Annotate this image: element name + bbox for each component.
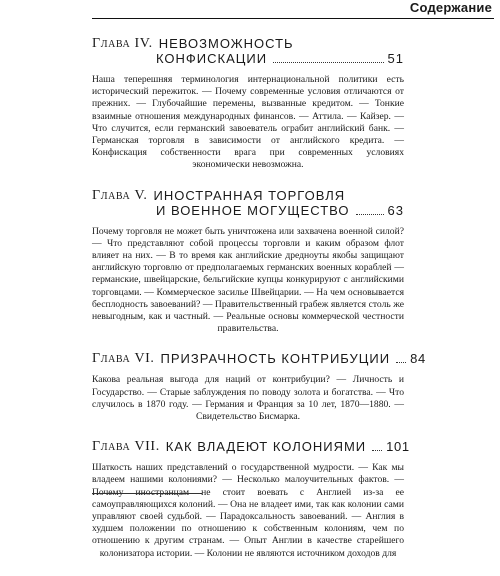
chapter-summary: Какова реальная выгода для наций от контрибуции? — Личность и Государство. — Старые заблуждения по поводу золота и богатства. — Что случилось в 1870 году. — Германия и Франция за 10 лет, 1870—1880. — Свидетельство Бисмарка.: [92, 374, 404, 423]
page-number: 101: [386, 439, 410, 455]
chapter-label: Глава VII.: [92, 439, 160, 455]
chapter-4: [92, 36, 404, 172]
chapter-title: ИНОСТРАННАЯ ТОРГОВЛЯ: [153, 187, 346, 203]
chapter-label: Глава IV.: [92, 36, 153, 51]
chapter-title-line2: [92, 51, 404, 66]
chapter-title: НЕВОЗМОЖНОСТЬ: [158, 36, 294, 51]
chapter-heading: [92, 36, 404, 51]
page-number: 51: [387, 51, 404, 66]
chapter-summary: Шаткость наших представлений о государственной мудрости. — Как мы владеем нашими колониями? — Несколько малоучительных фактов. — Почему иностранцам не стоит воевать с Англией из-за ее самоуправляющихся колоний. — Она не владеет ими, так как колонии сами управляют своей судьбой. — Парадоксальность завоеваний. — Англия в худшем положении по отношению к собственным колониям, чем по отношению к другим странам. — Опыт Англии в качестве старейшего колонизатора истории. — Колонии не являются источником доходов для: [92, 462, 404, 559]
chapter-6: [92, 351, 426, 423]
chapter-summary: Наша теперешняя терминология интернациональной политики есть исторический пережиток. — Почему современные условия отличаются от прежних. — Глубочайшие перемены, вызванные кредитом. — Тонкие взаимные отношения международных финансов. — Аттила. — Кайзер. — Что случится, если германский завоеватель ограбит английский банк. — Германская торговля в зависимости от английского кредита. — Конфискация собственности врага при современных условиях экономически невозможна.: [92, 74, 404, 171]
header-rule: [92, 18, 494, 19]
chapter-summary: Почему торговля не может быть уничтожена или захвачена военной силой? — Что представляют собой процессы торговли и каким образом флот влияет на них. — В то время как английские дредноуты якобы защищают английскую торговлю от предполагаемых германских военных кораблей — германские, швейцарские, бельгийские купцы конкурируют с английскими торговцами. — Коммерческое засилье Швейцарии. — На чем основывается бесплодность завоеваний? — Правительственный грабеж является столь же невыгодным, как и частный. — Реальные основы коммерческой честности правительства.: [92, 225, 404, 335]
chapter-title: ПРИЗРАЧНОСТЬ КОНТРИБУЦИИ: [160, 351, 391, 367]
chapter-heading: [92, 439, 410, 455]
chapter-5: [92, 188, 404, 336]
chapter-title: КАК ВЛАДЕЮТ КОЛОНИЯМИ: [165, 439, 367, 455]
chapter-title-cont: КОНФИСКАЦИИ: [156, 51, 268, 66]
dot-leader: [396, 362, 406, 363]
chapter-heading: [92, 351, 426, 367]
dot-leader: [273, 62, 383, 63]
dot-leader: [356, 214, 384, 215]
contents-page: [92, 36, 426, 576]
page-number: 63: [387, 202, 404, 218]
chapter-label: Глава VI.: [92, 351, 155, 367]
chapter-title-cont: И ВОЕННОЕ МОГУЩЕСТВО: [156, 202, 350, 218]
chapter-title-line2: [92, 203, 404, 218]
running-head: Содержание: [409, 0, 492, 15]
page-number: 84: [410, 351, 426, 367]
footer-rule: [92, 493, 202, 494]
chapter-heading: [92, 188, 404, 203]
chapter-label: Глава V.: [92, 187, 148, 203]
dot-leader: [372, 450, 382, 451]
